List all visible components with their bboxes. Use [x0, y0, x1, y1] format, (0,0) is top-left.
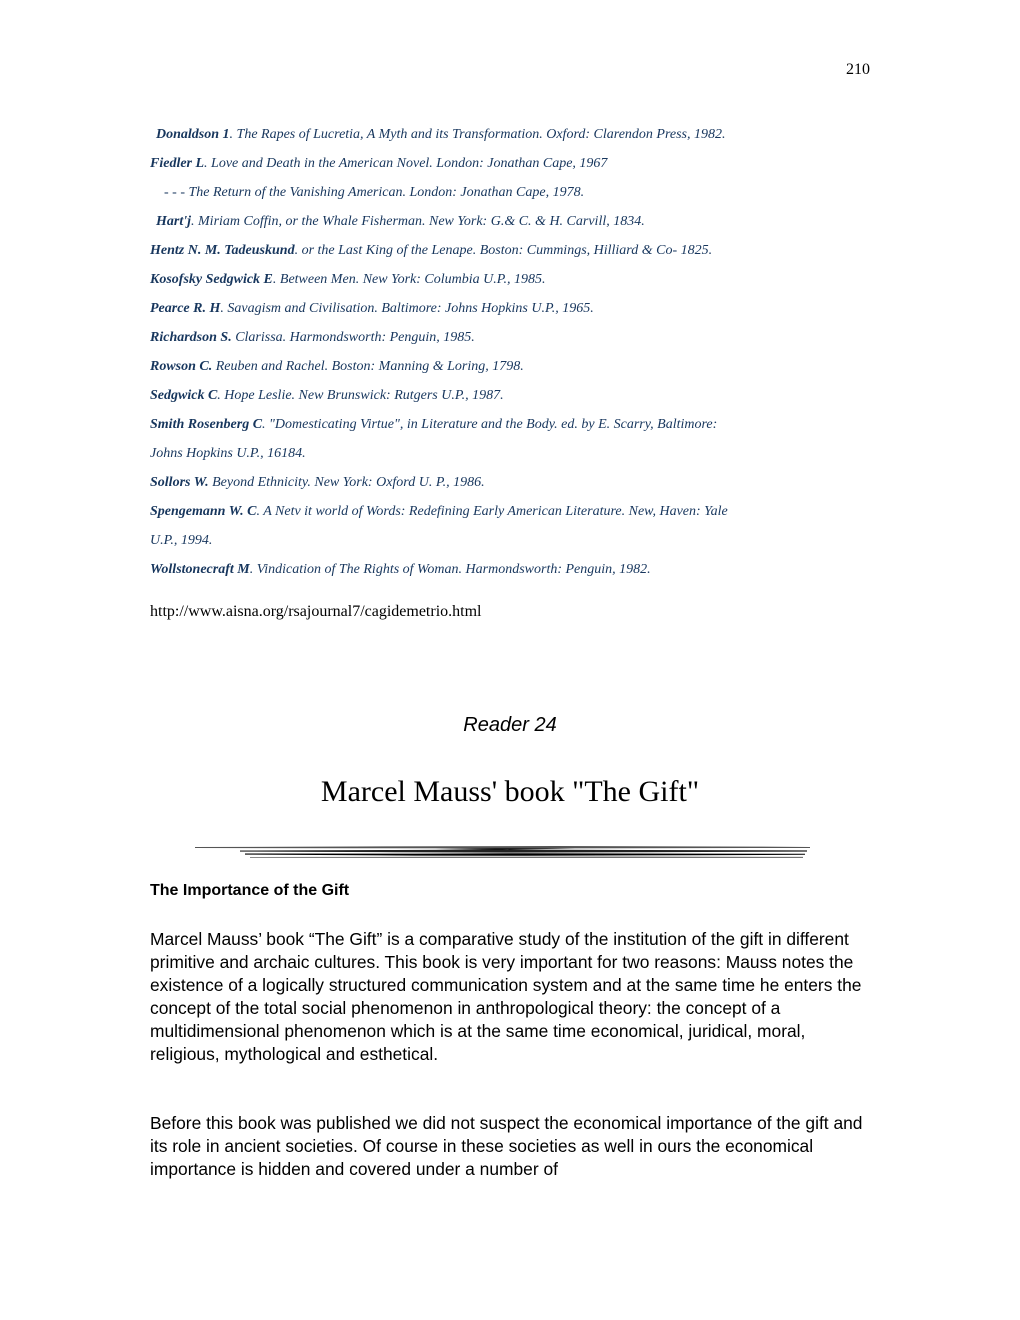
- entry-author: Wollstonecraft M: [150, 562, 250, 577]
- entry-author: Richardson S.: [150, 330, 232, 345]
- entry-details: Beyond Ethnicity. New York: Oxford U. P., 1986.: [208, 475, 485, 490]
- entry-details: . The Rapes of Lucretia, A Myth and its Transformation. Oxford: Clarendon Press, 1982.: [229, 127, 726, 142]
- bibliography-entry: [150, 178, 870, 207]
- bibliography-entry: [150, 555, 870, 584]
- entry-author: Rowson C.: [150, 359, 213, 374]
- entry-author: Hentz N. M. Tadeuskund: [150, 243, 295, 258]
- bibliography-entry: [150, 207, 870, 236]
- entry-details: . Vindication of The Rights of Woman. Harmondsworth: Penguin, 1982.: [249, 562, 651, 577]
- entry-details: U.P., 1994.: [150, 533, 213, 548]
- entry-author: Hart'j: [156, 214, 192, 229]
- reader-label: Reader 24: [463, 714, 557, 736]
- bibliography-entry: [150, 120, 870, 149]
- entry-details: Clarissa. Harmondsworth: Penguin, 1985.: [231, 330, 475, 345]
- entry-details: Johns Hopkins U.P., 16184.: [150, 446, 306, 461]
- entry-details: . "Domesticating Virtue", in Literature and the Body. ed. by E. Scarry, Baltimore:: [262, 417, 718, 432]
- bibliography-entry: [150, 381, 870, 410]
- bibliography-entry: [150, 294, 870, 323]
- section-heading: The Importance of the Gift: [150, 882, 350, 899]
- entry-details: Reuben and Rachel. Boston: Manning & Loring, 1798.: [212, 359, 524, 374]
- entry-details: . Between Men. New York: Columbia U.P., 1985.: [272, 272, 546, 287]
- entry-author: Donaldson 1: [156, 127, 230, 142]
- entry-author: Smith Rosenberg C: [150, 417, 263, 432]
- entry-author: Spengemann W. C: [150, 504, 257, 519]
- entry-author: Pearce R. H: [150, 301, 221, 316]
- bibliography-entry: [150, 468, 870, 497]
- bibliography-entry: [150, 149, 870, 178]
- entry-author: Sedgwick C: [150, 388, 218, 403]
- bibliography-entry: [150, 323, 870, 352]
- bibliography-entry: [150, 352, 870, 381]
- source-url[interactable]: http://www.aisna.org/rsajournal7/cagidemetrio.html: [150, 603, 482, 620]
- entry-details: . Savagism and Civilisation. Baltimore: Johns Hopkins U.P., 1965.: [220, 301, 594, 316]
- entry-details: . A Netv it world of Words: Redefining Early American Literature. New, Haven: Yale: [256, 504, 728, 519]
- bibliography-entry-continuation: [150, 439, 870, 468]
- decorative-divider: [195, 838, 810, 864]
- body-paragraph: Before this book was published we did not suspect the economical importance of the gift and its role in ancient societies. Of course in these societies as well in ours the economical importance is hidden and covered under a number of: [150, 1113, 863, 1179]
- bibliography-entry-continuation: [150, 526, 870, 555]
- bibliography-entry: [150, 236, 870, 265]
- entry-author: Sollors W.: [150, 475, 209, 490]
- entry-details: . Hope Leslie. New Brunswick: Rutgers U.P., 1987.: [217, 388, 504, 403]
- entry-details: . Miriam Coffin, or the Whale Fisherman. New York: G.& C. & H. Carvill, 1834.: [191, 214, 645, 229]
- entry-details: - - - The Return of the Vanishing American. London: Jonathan Cape, 1978.: [164, 185, 585, 200]
- entry-details: . or the Last King of the Lenape. Boston: Cummings, Hilliard & Co- 1825.: [294, 243, 713, 258]
- bibliography-entry: [150, 497, 870, 526]
- entry-author: Kosofsky Sedgwick E: [150, 272, 273, 287]
- page-number: 210: [846, 61, 870, 78]
- bibliography-entry: [150, 265, 870, 294]
- entry-details: . Love and Death in the American Novel. London: Jonathan Cape, 1967: [204, 156, 608, 171]
- entry-author: Fiedler L: [150, 156, 205, 171]
- body-paragraph: Marcel Mauss’ book “The Gift” is a comparative study of the institution of the gift in different primitive and archaic cultures. This book is very important for two reasons: Mauss notes the existence of a logically structured communication system and at the same time he enters the concept of the total social phenomenon in anthropological theory: the concept of a multidimensional phenomenon which is at the same time economical, juridical, moral, religious, mythological and esthetical.: [150, 929, 862, 1064]
- bibliography-list: [150, 120, 870, 584]
- bibliography-entry: [150, 410, 870, 439]
- page-title: Marcel Mauss' book "The Gift": [320, 775, 700, 808]
